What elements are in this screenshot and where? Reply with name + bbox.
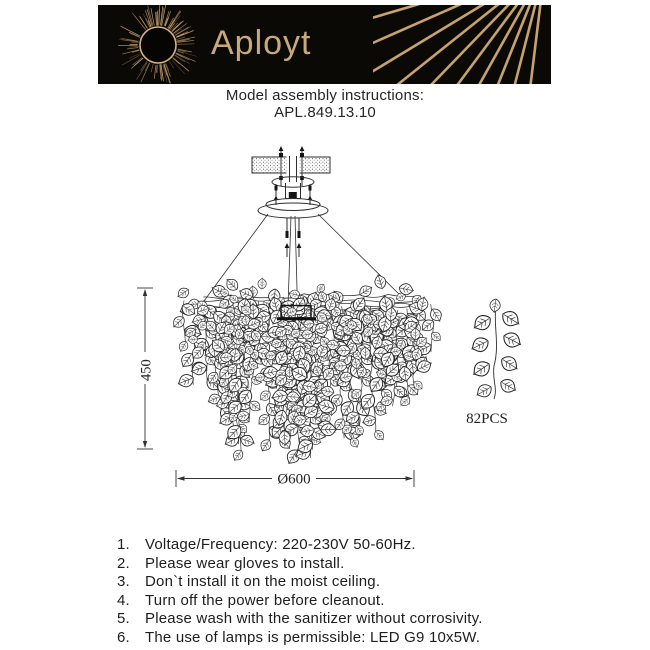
- hanging-rods: [285, 218, 302, 257]
- brand-name: Aployt: [211, 23, 312, 62]
- diameter-dimension: [176, 470, 414, 488]
- model-number: APL.849.13.10: [274, 103, 376, 121]
- diameter-dimension-label: Ø600: [277, 471, 311, 488]
- leaf-branch-detail: [466, 298, 523, 427]
- instruction-item: 3. Don`t install it on the moist ceiling.: [117, 573, 381, 591]
- height-dimension: [137, 288, 155, 449]
- mounting-plate: [272, 177, 314, 187]
- instruction-list: [117, 536, 483, 648]
- instruction-item: 1. Voltage/Frequency: 220-230V 50-60Hz.: [117, 536, 416, 553]
- instruction-item: 2. Please wear gloves to install.: [117, 554, 345, 572]
- chandelier-foliage: [170, 273, 444, 466]
- instruction-item: 5. Please wash with the sanitizer without corrosivity.: [117, 610, 483, 628]
- height-dimension-label: 450: [138, 359, 155, 381]
- suspension-wire: [318, 214, 403, 298]
- instruction-item: 6. The use of lamps is permissible: LED G9 10x5W.: [117, 628, 481, 646]
- instructions-title: Model assembly instructions:: [225, 87, 425, 104]
- instruction-item: 4. Turn off the power before cleanout.: [117, 591, 385, 609]
- terminal-block: [289, 192, 297, 199]
- leaf-count-label: 82PCS: [466, 411, 508, 427]
